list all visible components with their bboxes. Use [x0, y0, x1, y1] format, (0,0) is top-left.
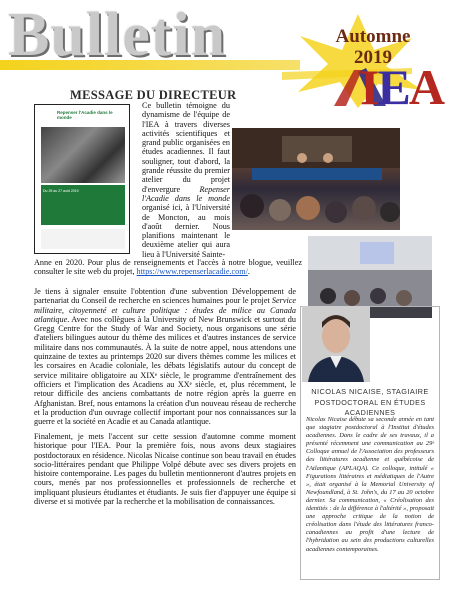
poster-date: Du 25 au 27 août 2019 [43, 189, 79, 193]
intro-continuation [34, 258, 302, 277]
project-website-link[interactable]: https://www.repenserlacadie.com/ [136, 267, 248, 277]
intro-paragraph [142, 101, 230, 259]
newsletter-title: Bulletin [8, 1, 227, 69]
section-title: MESSAGE DU DIRECTEUR [70, 88, 237, 102]
postdoc-bio: Nicolas Nicaise débute sa seconde année en tant que stagiaire postdoctoral à l'Institut d'études acadiennes. Dans le cadre de ses travaux, il a présenté récemment une communication au 29ᵉ Colloque annuel de l'Association des professeurs des littératures acadienne et québécoise de l'Atlantique (APLAQA). Ce colloque, intitulé « Figurations littéraires et médiatiques de l'Autre », était organisé à la Memorial University of Newfoundland, à St. John's, du 17 au 20 octobre dernier. Sa communication, « Créolisation des identités : de la différence à l'altérité », proposait une approche critique de la notion de créolisation dans l'étude des littératures franco-canadiennes au profit d'une lecture de l'hybridation au sein des productions culturelles acadiennes contemporaines. [306, 416, 434, 553]
grant-project-title: Service militaire, citoyenneté et culture politique : études de milice au Canada atlantique [34, 296, 296, 324]
grant-paragraph [34, 287, 296, 426]
closing-paragraph: Finalement, je mets l'accent sur cette session d'automne comme moment historique pour l'IEA. Pour la première fois, nous avons deux stagiaires postdoctoraux en résidence. Nicolas Nicaise continue son beau travail en études socio-littéraires pendant que Philippe Volpé débute avec ses divers projets en histoire contemporaine. Les pages du bulletin mentionneront d'autres projets en cours, menés par nos professionnelles et professionnels de recherche et impliquant plusieurs étudiantes et étudiants. Je suis fier d'appuyer une équipe si diverse et si motivée par la recherche et la mobilisation de connaissances. [34, 432, 296, 507]
grant-rest: . Avec nos collègues à la University of New Brunswick et surtout du Gregg Centre for the Study of War and Society, nous organisons une série d'ateliers bilingues autour du thème des milices et d'autres instances de service militaire dans nos communautés. À la suite de notre appel, nous attendons une quinzaine de textes au printemps 2020 sur divers thèmes comme les milices et les corsaires en Acadie coloniale, les débats législatifs autour du concept de service militaire obligatoire au XIXᵉ siècle, le programme d'entraînement des officiers et l'implication des Acadiens au XXᵉ siècle, et, plus récemment, le retour difficile des anciens combattants de notre région après la guerre en Afghanistan. Bref, nous entamons la création d'un nouveau réseau de recherche et la production d'un ouvrage collectif important pour nos connaissances sur la guerre et la société en Acadie et au Canada atlantique. [34, 314, 296, 427]
season-name: Automne [335, 26, 411, 47]
poster-heading: Repenser l'Acadie dans le monde [57, 110, 113, 120]
nicolas-nicaise-portrait [302, 306, 370, 382]
project-name: Repenser l'Acadie dans le monde [142, 184, 230, 203]
conference-audience-photo [232, 128, 400, 230]
intro-end: . [247, 267, 250, 277]
poster-logos [41, 229, 125, 249]
intro-rest: organisé ici, à l'Université de Moncton, au mois d'août dernier. Nous planifions maintenant le deuxième atelier qui aura lieu à l'Université Sainte- [142, 203, 230, 259]
grant-text: Je tiens à signaler ensuite l'obtention d'une subvention Développement de partenariat du Conseil de recherche en sciences humaines pour le projet [34, 287, 296, 306]
intro-continuation-text: Anne en 2020. Pour plus de renseignements et l'accès à notre blogue, veuillez consulter le site web du projet, [34, 258, 302, 277]
postdoc-name: NICOLAS NICAISE, STAGIAIRE [311, 387, 429, 396]
iea-logo: IEA [360, 59, 443, 115]
poster-photo [41, 127, 125, 183]
postdoc-role: POSTDOCTORAL EN ÉTUDES ACADIENNES [314, 398, 426, 417]
event-poster-image [34, 104, 130, 254]
intro-text: Ce bulletin témoigne du dynamisme de l'équipe de l'IEA à travers diverses activités scientifiques et grand public organisées en études acadiennes. Il faut souligner, tout d'abord, la grande réussite du premier atelier du projet d'envergure [142, 101, 230, 194]
season-year: 2019 [354, 47, 392, 68]
